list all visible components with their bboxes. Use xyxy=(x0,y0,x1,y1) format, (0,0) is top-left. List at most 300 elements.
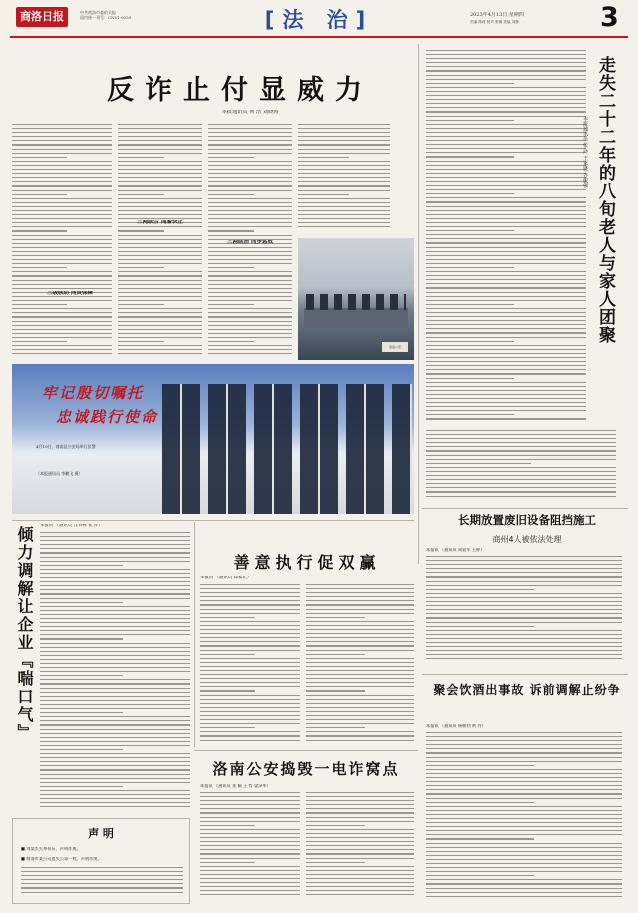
text-line xyxy=(298,169,390,170)
text-line xyxy=(426,843,622,844)
text-line xyxy=(200,858,300,859)
text-line xyxy=(426,189,586,190)
text-line xyxy=(426,830,622,831)
text-line xyxy=(426,736,622,737)
text-line xyxy=(118,321,202,322)
text-line xyxy=(426,892,622,893)
text-line xyxy=(306,686,414,687)
text-line xyxy=(426,251,586,252)
text-line xyxy=(426,761,622,762)
text-line xyxy=(21,875,183,876)
text-line xyxy=(208,194,254,195)
text-line xyxy=(200,723,300,724)
text-line xyxy=(40,663,190,664)
text-line xyxy=(306,800,414,801)
text-line xyxy=(426,626,534,627)
text-line xyxy=(306,882,414,883)
text-line xyxy=(40,741,190,742)
text-line xyxy=(426,434,616,435)
text-line xyxy=(426,255,586,256)
text-line xyxy=(208,169,292,170)
banner-photo xyxy=(12,364,414,514)
text-line xyxy=(426,181,586,182)
text-line xyxy=(208,153,292,154)
text-line xyxy=(12,124,112,125)
text-line xyxy=(200,821,300,822)
text-line xyxy=(426,247,586,248)
text-line xyxy=(200,592,300,593)
text-line xyxy=(200,804,300,805)
text-line xyxy=(306,817,414,818)
text-line xyxy=(118,198,202,199)
text-line xyxy=(426,361,586,362)
text-line xyxy=(426,622,622,623)
text-line xyxy=(426,446,616,447)
text-line xyxy=(426,304,514,305)
text-line xyxy=(12,144,112,145)
text-line xyxy=(306,735,414,736)
text-line xyxy=(426,169,586,170)
text-line xyxy=(200,613,300,614)
text-line xyxy=(12,345,112,346)
bottom-headline: 洛南公安捣毁一电诈窝点 xyxy=(212,760,400,778)
lead-headline: 反诈止付显威力 xyxy=(107,75,373,106)
text-line xyxy=(118,190,202,191)
text-line xyxy=(118,194,164,195)
text-line xyxy=(426,283,586,284)
text-line xyxy=(306,695,414,696)
text-line xyxy=(200,703,300,704)
text-line xyxy=(426,259,586,260)
text-line xyxy=(426,373,586,374)
vert-body xyxy=(40,532,190,812)
text-line xyxy=(426,793,622,794)
text-line xyxy=(208,263,292,264)
text-line xyxy=(426,585,622,586)
issue-date: 2023年4月13日 星期四 xyxy=(470,12,524,18)
text-line xyxy=(200,650,300,651)
text-line xyxy=(118,235,202,236)
text-line xyxy=(118,280,202,281)
text-line xyxy=(40,774,190,775)
text-line xyxy=(200,882,300,883)
text-line xyxy=(12,218,112,219)
text-line xyxy=(306,837,414,838)
text-line xyxy=(426,646,622,647)
text-line xyxy=(426,483,616,484)
text-line xyxy=(200,878,300,879)
text-line xyxy=(426,802,534,803)
text-line xyxy=(426,826,622,827)
right-top-col-1 xyxy=(426,50,586,424)
photo-heads xyxy=(306,294,406,310)
text-line xyxy=(118,214,202,215)
text-line xyxy=(208,349,292,350)
text-line xyxy=(426,79,586,80)
text-line xyxy=(426,789,622,790)
text-line xyxy=(426,752,622,753)
text-line xyxy=(200,841,300,842)
text-line xyxy=(40,557,190,558)
text-line xyxy=(426,128,586,129)
text-line xyxy=(426,654,622,655)
text-line xyxy=(118,173,202,174)
text-line xyxy=(208,206,292,207)
text-line xyxy=(12,296,112,297)
text-line xyxy=(118,185,202,186)
text-line xyxy=(426,883,622,884)
text-line xyxy=(118,296,202,297)
col-divider-right xyxy=(418,44,419,564)
text-line xyxy=(200,662,300,663)
text-line xyxy=(12,263,112,264)
text-line xyxy=(12,181,112,182)
text-line xyxy=(426,773,622,774)
text-line xyxy=(208,214,292,215)
text-line xyxy=(118,263,202,264)
text-line xyxy=(298,214,390,215)
text-line xyxy=(40,606,190,607)
text-line xyxy=(426,896,622,897)
text-line xyxy=(306,604,414,605)
text-line xyxy=(12,333,112,334)
text-line xyxy=(306,621,414,622)
text-line xyxy=(12,132,112,133)
text-line xyxy=(40,593,190,594)
right2-byline: 本报讯 （通讯员 周显军 王婷） xyxy=(426,548,485,552)
text-line xyxy=(298,136,390,137)
text-line xyxy=(40,610,190,611)
text-line xyxy=(298,165,390,166)
text-line xyxy=(40,692,190,693)
text-line xyxy=(208,321,292,322)
text-line xyxy=(12,341,67,342)
text-line xyxy=(12,271,112,272)
text-line xyxy=(208,157,254,158)
text-line xyxy=(208,284,292,285)
text-line xyxy=(426,234,586,235)
text-line xyxy=(208,161,292,162)
text-line xyxy=(426,798,622,799)
text-line xyxy=(40,802,190,803)
text-line xyxy=(306,874,414,875)
text-line xyxy=(426,879,622,880)
text-line xyxy=(200,833,300,834)
text-line xyxy=(426,95,586,96)
text-line xyxy=(200,796,300,797)
text-line xyxy=(306,596,414,597)
text-line xyxy=(118,251,202,252)
text-line xyxy=(118,333,202,334)
text-line xyxy=(426,312,586,313)
text-line xyxy=(426,859,622,860)
text-line xyxy=(426,324,586,325)
text-line xyxy=(208,144,292,145)
text-line xyxy=(426,144,586,145)
text-line xyxy=(40,569,190,570)
text-line xyxy=(40,786,123,787)
text-line xyxy=(426,438,616,439)
text-line xyxy=(12,198,112,199)
text-line xyxy=(40,647,190,648)
text-line xyxy=(426,450,616,451)
text-line xyxy=(426,185,586,186)
text-line xyxy=(208,210,292,211)
text-line xyxy=(306,719,414,720)
text-line xyxy=(40,598,190,599)
text-line xyxy=(298,153,390,154)
text-line xyxy=(40,712,123,713)
text-line xyxy=(298,161,390,162)
banner-line-2: 忠诚践行使命 xyxy=(56,408,159,426)
text-line xyxy=(306,845,414,846)
notice-body xyxy=(21,867,183,899)
paper-logo: 商洛日报 xyxy=(16,7,68,27)
text-line xyxy=(12,312,112,313)
text-line xyxy=(426,292,586,293)
text-line xyxy=(426,132,586,133)
text-line xyxy=(208,226,292,227)
text-line xyxy=(298,202,390,203)
text-line xyxy=(306,870,414,871)
text-line xyxy=(12,230,67,231)
text-line xyxy=(426,418,586,419)
text-line xyxy=(306,654,365,655)
text-line xyxy=(426,222,586,223)
text-line xyxy=(208,177,292,178)
text-line xyxy=(40,749,123,750)
text-line xyxy=(306,633,414,634)
text-line xyxy=(118,292,202,293)
notice-box xyxy=(12,818,190,904)
text-line xyxy=(40,769,190,770)
text-line xyxy=(200,829,300,830)
text-line xyxy=(426,634,622,635)
text-line xyxy=(426,855,622,856)
text-line xyxy=(40,540,190,541)
text-line xyxy=(306,609,414,610)
text-line xyxy=(426,593,622,594)
text-line xyxy=(118,136,202,137)
lead-col-1 xyxy=(12,124,112,360)
text-line xyxy=(21,879,183,880)
text-line xyxy=(118,341,164,342)
text-line xyxy=(426,193,514,194)
text-line xyxy=(200,800,300,801)
section-label: [法 治] xyxy=(264,8,374,32)
text-line xyxy=(298,124,390,125)
text-line xyxy=(200,584,300,585)
text-line xyxy=(200,731,300,732)
text-line xyxy=(118,353,202,354)
text-line xyxy=(12,210,112,211)
notice-item-2: ■ 商洛市某公司遗失公章一枚，声明作废。 xyxy=(21,857,102,861)
text-line xyxy=(426,475,616,476)
text-line xyxy=(21,871,183,872)
text-line xyxy=(200,849,300,850)
text-line xyxy=(208,275,292,276)
text-line xyxy=(200,707,300,708)
text-line xyxy=(118,239,202,240)
text-line xyxy=(306,821,414,822)
text-line xyxy=(12,128,112,129)
text-line xyxy=(118,284,202,285)
text-line xyxy=(118,140,202,141)
text-line xyxy=(118,259,202,260)
text-line xyxy=(118,329,202,330)
text-line xyxy=(306,703,414,704)
text-line xyxy=(118,206,202,207)
text-line xyxy=(426,556,622,557)
text-line xyxy=(426,605,622,606)
text-line xyxy=(200,658,300,659)
text-line xyxy=(12,349,112,350)
text-line xyxy=(306,645,414,646)
text-line xyxy=(208,259,292,260)
text-line xyxy=(12,239,112,240)
text-line xyxy=(40,536,190,537)
text-line xyxy=(208,149,292,150)
right3-rule xyxy=(422,674,628,675)
photo-table xyxy=(304,308,408,328)
text-line xyxy=(426,136,586,137)
text-line xyxy=(426,271,586,272)
text-line xyxy=(306,678,414,679)
text-line xyxy=(426,242,586,243)
text-line xyxy=(200,674,300,675)
right3-headline: 聚会饮酒出事故 诉前调解止纷争 xyxy=(433,683,621,697)
text-line xyxy=(40,532,190,533)
text-line xyxy=(200,845,300,846)
text-line xyxy=(208,312,292,313)
editor-credits: 责编 陈莉 校对 张娜 美编 刘静 xyxy=(470,20,519,24)
lead-byline: 本报通讯员 何 浩 刘晓涛 xyxy=(221,110,279,115)
text-line xyxy=(426,740,622,741)
text-line xyxy=(12,353,112,354)
text-line xyxy=(40,618,190,619)
text-line xyxy=(200,625,300,626)
text-line xyxy=(12,185,112,186)
text-line xyxy=(426,597,622,598)
text-line xyxy=(298,128,390,129)
row2-rule xyxy=(12,520,414,521)
text-line xyxy=(12,267,67,268)
text-line xyxy=(306,796,414,797)
text-line xyxy=(118,255,202,256)
text-line xyxy=(12,202,112,203)
text-line xyxy=(298,206,390,207)
text-line xyxy=(306,613,414,614)
text-line xyxy=(200,862,255,863)
text-line xyxy=(298,173,390,174)
text-line xyxy=(200,621,300,622)
text-line xyxy=(208,165,292,166)
police-meeting-photo xyxy=(298,238,414,360)
text-line xyxy=(200,735,300,736)
text-line xyxy=(21,892,183,893)
bottom-rule xyxy=(194,750,418,751)
text-line xyxy=(426,316,586,317)
text-line xyxy=(200,637,300,638)
text-line xyxy=(12,190,112,191)
text-line xyxy=(118,304,164,305)
text-line xyxy=(426,814,622,815)
text-line xyxy=(298,222,390,223)
text-line xyxy=(426,463,531,464)
text-line xyxy=(298,185,390,186)
text-line xyxy=(12,316,112,317)
text-line xyxy=(12,325,112,326)
text-line xyxy=(306,804,414,805)
text-line xyxy=(426,572,622,573)
text-line xyxy=(40,798,190,799)
text-line xyxy=(426,601,622,602)
right-top-headline: 走失二十二年的八旬老人与家人团聚 xyxy=(595,56,615,344)
text-line xyxy=(200,654,255,655)
lead-sub-2: 三网联合 闻警快止 xyxy=(137,220,183,225)
text-line xyxy=(426,638,622,639)
text-line xyxy=(298,157,349,158)
text-line xyxy=(40,589,190,590)
text-line xyxy=(200,817,300,818)
text-line xyxy=(208,132,292,133)
lead-col-2 xyxy=(118,124,202,360)
col-divider-mid xyxy=(194,522,195,747)
text-line xyxy=(118,128,202,129)
text-line xyxy=(426,777,622,778)
text-line xyxy=(426,83,514,84)
text-line xyxy=(426,140,586,141)
text-line xyxy=(306,812,414,813)
text-line xyxy=(200,604,300,605)
text-line xyxy=(40,602,123,603)
vert-headline: 倾力调解让企业『喘口气』 xyxy=(15,526,34,742)
text-line xyxy=(306,866,414,867)
text-line xyxy=(426,863,622,864)
text-line xyxy=(200,740,300,741)
text-line xyxy=(426,496,616,497)
text-line xyxy=(208,136,292,137)
text-line xyxy=(306,858,414,859)
text-line xyxy=(426,300,586,301)
text-line xyxy=(426,822,622,823)
text-line xyxy=(40,634,190,635)
text-line xyxy=(40,548,190,549)
text-line xyxy=(40,720,190,721)
text-line xyxy=(426,748,622,749)
text-line xyxy=(426,871,622,872)
text-line xyxy=(40,782,190,783)
text-line xyxy=(12,284,112,285)
section-title xyxy=(0,4,638,34)
text-line xyxy=(12,161,112,162)
text-line xyxy=(200,641,300,642)
text-line xyxy=(298,190,390,191)
text-line xyxy=(200,711,300,712)
text-line xyxy=(426,66,586,67)
text-line xyxy=(12,329,112,330)
text-line xyxy=(306,723,414,724)
text-line xyxy=(200,812,300,813)
text-line xyxy=(426,152,586,153)
text-line xyxy=(200,715,300,716)
text-line xyxy=(40,765,190,766)
text-line xyxy=(426,120,514,121)
text-line xyxy=(306,662,414,663)
page-number: 3 xyxy=(600,2,619,33)
text-line xyxy=(298,226,390,227)
text-line xyxy=(118,271,202,272)
